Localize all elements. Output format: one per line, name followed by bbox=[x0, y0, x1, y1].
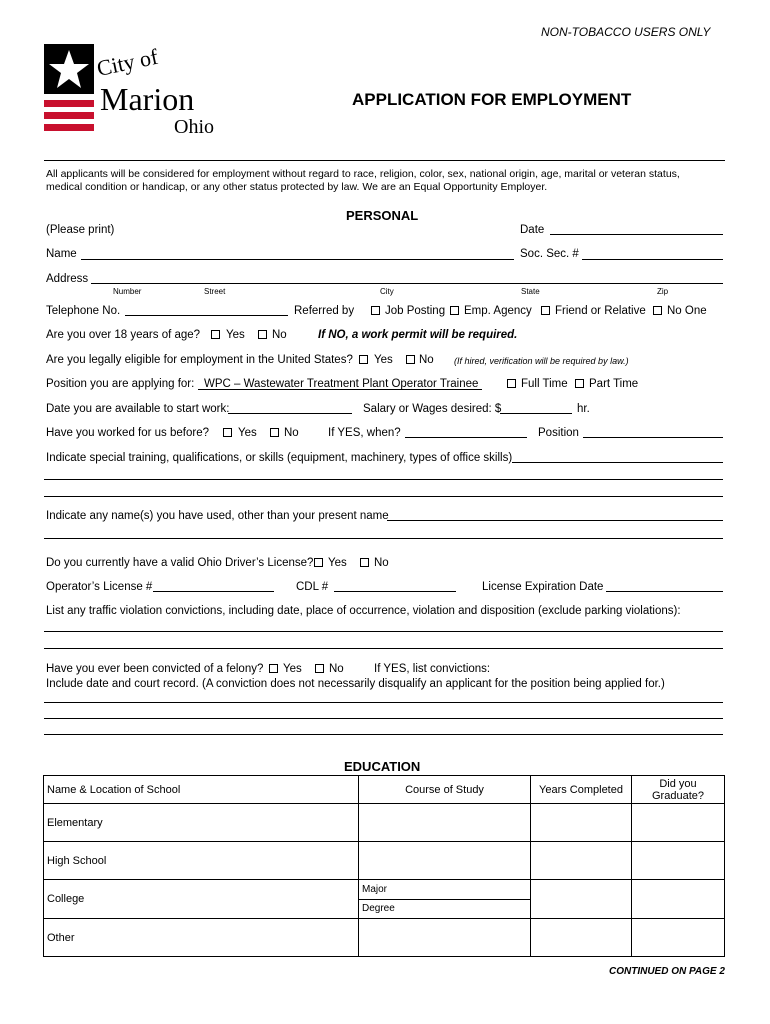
over18-yes-label: Yes bbox=[226, 329, 245, 341]
no-one-checkbox[interactable] bbox=[653, 306, 662, 315]
address-city-caption: City bbox=[380, 287, 394, 296]
training-field[interactable] bbox=[512, 462, 723, 463]
full-time-label: Full Time bbox=[521, 378, 568, 390]
major-label: Major bbox=[359, 880, 530, 900]
education-table bbox=[43, 775, 725, 957]
personal-heading: PERSONAL bbox=[346, 208, 419, 223]
row-label-other: Other bbox=[44, 919, 359, 957]
years-cell[interactable] bbox=[531, 919, 632, 957]
license-exp-field[interactable] bbox=[606, 591, 723, 592]
col-school: Name & Location of School bbox=[44, 776, 359, 804]
date-label: Date bbox=[520, 224, 545, 236]
eeo-line-2: medical condition or handicap, or any other status protected by law. We are an Equal Opportunity Employer. bbox=[46, 181, 548, 193]
college-course-cell[interactable] bbox=[359, 880, 531, 919]
address-street-caption: Street bbox=[204, 287, 226, 296]
felony-note: Include date and court record. (A conviction does not necessarily disqualify an applicant for the position being applied for.) bbox=[46, 678, 665, 690]
course-cell[interactable] bbox=[359, 919, 531, 957]
emp-agency-checkbox[interactable] bbox=[450, 306, 459, 315]
graduate-cell[interactable] bbox=[632, 880, 725, 919]
graduate-cell[interactable] bbox=[632, 919, 725, 957]
course-cell[interactable] bbox=[359, 842, 531, 880]
part-time-checkbox[interactable] bbox=[575, 379, 584, 388]
worked-yes-label: Yes bbox=[238, 427, 257, 439]
telephone-label: Telephone No. bbox=[46, 305, 121, 317]
logo-star-box bbox=[44, 44, 94, 94]
worked-no-label: No bbox=[284, 427, 299, 439]
job-posting-label: Job Posting bbox=[385, 305, 446, 317]
graduate-cell[interactable] bbox=[632, 804, 725, 842]
full-time-checkbox[interactable] bbox=[507, 379, 516, 388]
table-row bbox=[44, 919, 725, 957]
col-years: Years Completed bbox=[531, 776, 632, 804]
traffic-field-line[interactable] bbox=[44, 648, 723, 649]
over18-no-checkbox[interactable] bbox=[258, 330, 267, 339]
operator-license-label: Operator’s License # bbox=[46, 581, 153, 593]
license-yes-checkbox[interactable] bbox=[314, 558, 323, 567]
logo-marion: Marion bbox=[100, 81, 195, 117]
name-field[interactable] bbox=[81, 259, 514, 260]
emp-agency-label: Emp. Agency bbox=[464, 305, 532, 317]
degree-label: Degree bbox=[362, 903, 395, 914]
no-one-label: No One bbox=[667, 305, 707, 317]
row-label-college: College bbox=[44, 880, 359, 919]
license-no-label: No bbox=[374, 557, 389, 569]
training-field-line[interactable] bbox=[44, 479, 723, 480]
license-yes-label: Yes bbox=[328, 557, 347, 569]
logo-stripe bbox=[44, 112, 94, 119]
worked-before-question: Have you worked for us before? bbox=[46, 427, 210, 439]
cdl-label: CDL # bbox=[296, 581, 329, 593]
training-label: Indicate special training, qualifications, or skills (equipment, machinery, types of office skills) bbox=[46, 452, 513, 464]
operator-license-field[interactable] bbox=[153, 591, 274, 592]
logo-stripe bbox=[44, 100, 94, 107]
course-cell[interactable] bbox=[359, 804, 531, 842]
education-heading: EDUCATION bbox=[344, 759, 421, 774]
years-cell[interactable] bbox=[531, 842, 632, 880]
prior-position-label: Position bbox=[538, 427, 579, 439]
felony-question: Have you ever been convicted of a felony? bbox=[46, 663, 264, 675]
row-label-elementary: Elementary bbox=[44, 804, 359, 842]
graduate-cell[interactable] bbox=[632, 842, 725, 880]
col-course: Course of Study bbox=[359, 776, 531, 804]
worked-yes-checkbox[interactable] bbox=[223, 428, 232, 437]
training-field-line[interactable] bbox=[44, 496, 723, 497]
names-used-label: Indicate any name(s) you have used, other than your present name bbox=[46, 510, 389, 522]
felony-field-line[interactable] bbox=[44, 702, 723, 703]
address-zip-caption: Zip bbox=[657, 287, 669, 296]
salary-unit: hr. bbox=[577, 403, 590, 415]
years-cell[interactable] bbox=[531, 880, 632, 919]
table-row bbox=[44, 804, 725, 842]
eligible-yes-label: Yes bbox=[374, 354, 393, 366]
eligible-no-label: No bbox=[419, 354, 434, 366]
names-used-field-line[interactable] bbox=[44, 538, 723, 539]
salary-field[interactable] bbox=[500, 413, 572, 414]
ssn-label: Soc. Sec. # bbox=[520, 248, 579, 260]
friend-checkbox[interactable] bbox=[541, 306, 550, 315]
traffic-field-line[interactable] bbox=[44, 631, 723, 632]
license-exp-label: License Expiration Date bbox=[482, 581, 604, 593]
star-icon bbox=[44, 44, 94, 94]
license-question: Do you currently have a valid Ohio Driver’s License? bbox=[46, 557, 314, 569]
address-label: Address bbox=[46, 273, 89, 285]
salary-label: Salary or Wages desired: $ bbox=[363, 403, 502, 415]
position-label: Position you are applying for: bbox=[46, 378, 195, 390]
worked-no-checkbox[interactable] bbox=[270, 428, 279, 437]
address-number-caption: Number bbox=[113, 287, 142, 296]
please-print: (Please print) bbox=[46, 224, 115, 236]
start-date-label: Date you are available to start work: bbox=[46, 403, 230, 415]
work-permit-note: If NO, a work permit will be required. bbox=[318, 329, 518, 341]
position-value: WPC – Wastewater Treatment Plant Operator Trainee bbox=[204, 378, 479, 390]
part-time-label: Part Time bbox=[589, 378, 639, 390]
logo-city-of: City of bbox=[94, 43, 161, 82]
city-logo bbox=[44, 44, 229, 144]
verification-note: (If hired, verification will be required by law.) bbox=[454, 356, 629, 366]
cdl-field[interactable] bbox=[334, 591, 456, 592]
felony-yes-checkbox[interactable] bbox=[269, 664, 278, 673]
name-label: Name bbox=[46, 248, 77, 260]
names-used-field[interactable] bbox=[387, 520, 723, 521]
felony-yes-label: Yes bbox=[283, 663, 302, 675]
over18-yes-checkbox[interactable] bbox=[211, 330, 220, 339]
eligible-question: Are you legally eligible for employment in the United States? bbox=[46, 354, 353, 366]
over18-no-label: No bbox=[272, 329, 287, 341]
logo-stripe bbox=[44, 124, 94, 131]
felony-if-yes: If YES, list convictions: bbox=[374, 663, 491, 675]
logo-ohio: Ohio bbox=[174, 116, 214, 138]
address-state-caption: State bbox=[521, 287, 540, 296]
address-field[interactable] bbox=[91, 283, 723, 284]
table-row bbox=[44, 842, 725, 880]
years-cell[interactable] bbox=[531, 804, 632, 842]
felony-field-line[interactable] bbox=[44, 718, 723, 719]
traffic-label: List any traffic violation convictions, including date, place of occurrence, violation and disposition (exclude parking violations): bbox=[46, 605, 681, 617]
eeo-line-1: All applicants will be considered for employment without regard to race, religion, color, sex, national origin, age, marital or veteran status, bbox=[46, 168, 680, 180]
divider bbox=[44, 160, 725, 161]
table-row bbox=[44, 880, 725, 919]
telephone-field[interactable] bbox=[125, 315, 288, 316]
education-header-row bbox=[44, 776, 725, 804]
friend-label: Friend or Relative bbox=[555, 305, 646, 317]
prior-position-field[interactable] bbox=[583, 437, 723, 438]
date-field[interactable] bbox=[550, 234, 723, 235]
continued-note: CONTINUED ON PAGE 2 bbox=[609, 966, 725, 977]
license-no-checkbox[interactable] bbox=[360, 558, 369, 567]
eligible-no-checkbox[interactable] bbox=[406, 355, 415, 364]
felony-no-checkbox[interactable] bbox=[315, 664, 324, 673]
col-graduate: Did you Graduate? bbox=[632, 776, 725, 804]
page-title: APPLICATION FOR EMPLOYMENT bbox=[352, 90, 632, 109]
row-label-high-school: High School bbox=[44, 842, 359, 880]
over18-question: Are you over 18 years of age? bbox=[46, 329, 201, 341]
job-posting-checkbox[interactable] bbox=[371, 306, 380, 315]
referred-label: Referred by bbox=[294, 305, 355, 317]
worked-when-field[interactable] bbox=[405, 437, 527, 438]
start-date-field[interactable] bbox=[228, 413, 352, 414]
non-tobacco-note: NON-TOBACCO USERS ONLY bbox=[541, 25, 711, 39]
felony-field-line[interactable] bbox=[44, 734, 723, 735]
felony-no-label: No bbox=[329, 663, 344, 675]
eligible-yes-checkbox[interactable] bbox=[359, 355, 368, 364]
if-yes-when-label: If YES, when? bbox=[328, 427, 401, 439]
ssn-field[interactable] bbox=[582, 259, 723, 260]
